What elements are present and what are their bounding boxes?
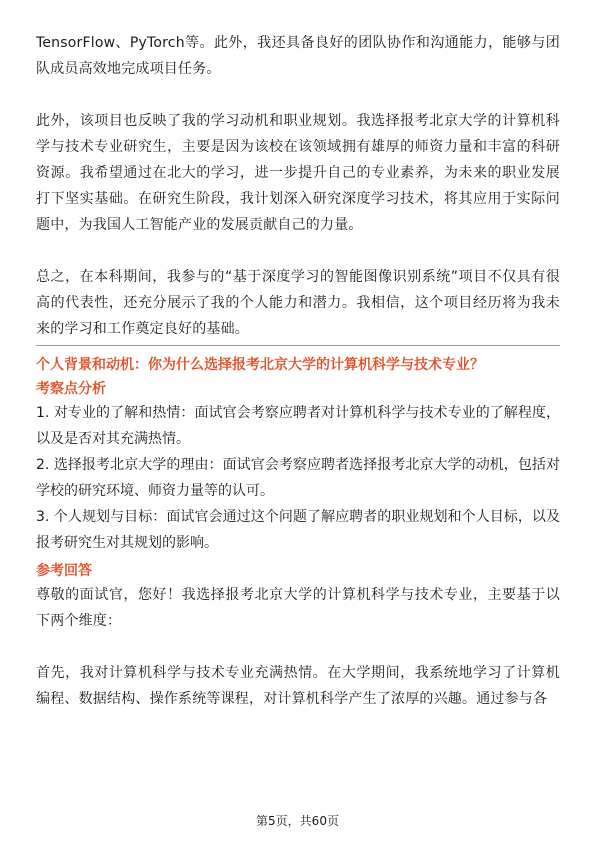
analysis-heading: 考察点分析: [36, 381, 106, 397]
section-divider: [36, 345, 560, 346]
intro-paragraph-1: TensorFlow、PyTorch等。此外，我还具备良好的团队协作和沟通能力，能够与团队成员高效地完成项目任务。: [36, 35, 560, 77]
analysis-point-3: 3. 个人规划与目标：面试官会通过这个问题了解应聘者的职业规划和个人目标，以及报考研究生对其规划的影响。: [36, 509, 560, 551]
question-title: 个人背景和动机：你为什么选择报考北京大学的计算机科学与技术专业？: [36, 357, 484, 373]
page-number: 第5页，共60页: [256, 814, 339, 828]
answer-heading: 参考回答: [36, 563, 92, 579]
answer-paragraph-2: 首先，我对计算机科学与技术专业充满热情。在大学期间，我系统地学习了计算机编程、数据结构、操作系统等课程，对计算机科学产生了浓厚的兴趣。通过参与各: [36, 665, 560, 707]
paragraph-gap: [36, 238, 560, 264]
analysis-point-1: 1. 对专业的了解和热情：面试官会考察应聘者对计算机科学与技术专业的了解程度，以及是否对其充满热情。: [36, 405, 560, 447]
intro-paragraph-2: 此外，该项目也反映了我的学习动机和职业规划。我选择报考北京大学的计算机科学与技术专业研究生，主要是因为该校在该领域拥有雄厚的师资力量和丰富的科研资源。我希望通过在北大的学习，进一步提升自己的专业素养，为未来的职业发展打下坚实基础。在研究生阶段，我计划深入研究深度学习技术，将其应用于实际问题中，为我国人工智能产业的发展贡献自己的力量。: [36, 113, 560, 233]
analysis-points: [36, 400, 560, 556]
analysis-point-2: 2. 选择报考北京大学的理由：面试官会考察应聘者选择报考北京大学的动机，包括对学校的研究环境、师资力量等的认可。: [36, 457, 560, 499]
answer-paragraph-1: 尊敬的面试官，您好！我选择报考北京大学的计算机科学与技术专业，主要基于以下两个维度：: [36, 587, 560, 629]
intro-paragraph-3: 总之，在本科期间，我参与的“基于深度学习的智能图像识别系统”项目不仅具有很高的代表性，还充分展示了我的个人能力和潜力。我相信，这个项目经历将为我未来的学习和工作奠定良好的基础。: [36, 269, 560, 337]
paragraph-gap: [36, 634, 560, 660]
paragraph-gap: [36, 82, 560, 108]
document-page: [36, 30, 560, 712]
